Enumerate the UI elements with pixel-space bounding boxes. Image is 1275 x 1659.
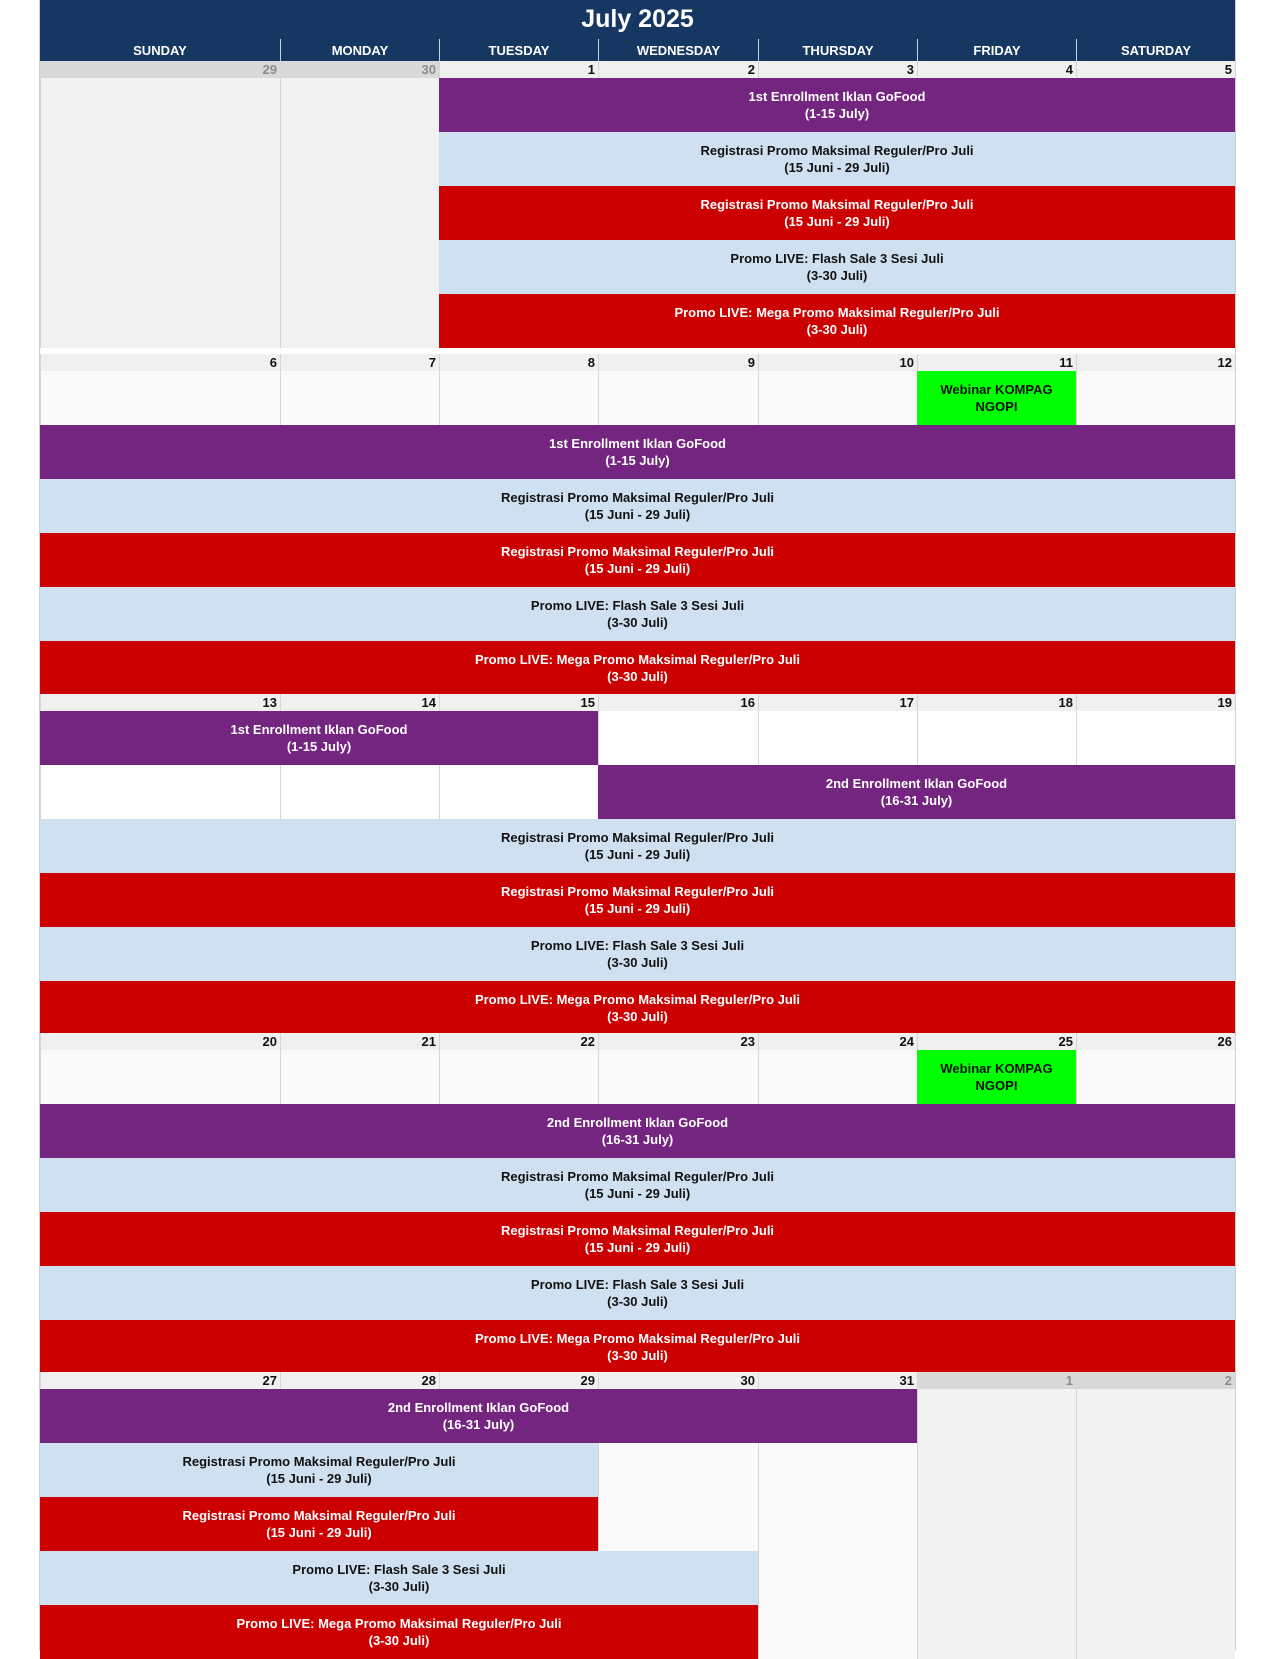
day-cell: [598, 371, 758, 425]
day-cell: [280, 371, 439, 425]
day-cell: [439, 1050, 598, 1104]
calendar-right-border: [1235, 0, 1236, 1650]
event-title: Promo LIVE: Flash Sale 3 Sesi Juli: [530, 1277, 745, 1292]
event-date-range: (3-30 Juli): [607, 955, 668, 970]
day-cell: [758, 371, 917, 425]
event-title: Promo LIVE: Mega Promo Maksimal Reguler/Pro Juli: [674, 305, 1000, 320]
event-title: Registrasi Promo Maksimal Reguler/Pro Juli: [500, 544, 775, 559]
day-number[interactable]: 29: [439, 1372, 598, 1389]
event-title: 2nd Enrollment Iklan GoFood: [546, 1115, 729, 1130]
day-number[interactable]: 10: [758, 354, 917, 371]
enrollment-2-event[interactable]: [40, 1104, 1235, 1158]
day-cell: [1076, 1389, 1235, 1659]
enrollment-1-event[interactable]: [439, 78, 1235, 132]
day-number[interactable]: 1: [439, 61, 598, 78]
day-number[interactable]: 2: [598, 61, 758, 78]
day-number[interactable]: 22: [439, 1033, 598, 1050]
event-title: 1st Enrollment Iklan GoFood: [549, 436, 726, 451]
event-date-range: (1-15 July): [605, 453, 670, 468]
event-date-range: (3-30 Juli): [368, 1633, 430, 1648]
day-number[interactable]: 3: [758, 61, 917, 78]
day-cell: [1076, 371, 1235, 425]
day-number[interactable]: 9: [598, 354, 758, 371]
enrollment-1-event[interactable]: [40, 711, 598, 765]
day-number[interactable]: 8: [439, 354, 598, 371]
day-cell: [280, 765, 439, 819]
day-number[interactable]: 11: [917, 354, 1076, 371]
day-cell: [758, 1050, 917, 1104]
event-date-range: (16-31 July): [601, 1132, 674, 1147]
event-date-range: (3-30 Juli): [368, 1579, 430, 1594]
day-number[interactable]: 31: [758, 1372, 917, 1389]
event-date-range: (15 Juni - 29 Juli): [584, 561, 691, 576]
day-number[interactable]: 5: [1076, 61, 1235, 78]
event-title: Promo LIVE: Mega Promo Maksimal Reguler/Pro Juli: [474, 1331, 801, 1346]
day-number[interactable]: 26: [1076, 1033, 1235, 1050]
mega-promo-event[interactable]: [40, 981, 1235, 1035]
day-cell: [917, 1389, 1076, 1659]
registrasi-promo-event[interactable]: [40, 533, 1235, 587]
day-cell: [1076, 1050, 1235, 1104]
day-cell: [598, 1050, 758, 1104]
event-date-range: (3-30 Juli): [607, 615, 668, 630]
day-number[interactable]: 19: [1076, 694, 1235, 711]
event-title: Registrasi Promo Maksimal Reguler/Pro Juli: [182, 1454, 456, 1469]
day-cell: [758, 711, 917, 765]
day-number[interactable]: 27: [40, 1372, 280, 1389]
registrasi-promo-event[interactable]: [40, 1497, 598, 1551]
mega-promo-event[interactable]: [40, 1320, 1235, 1374]
day-number[interactable]: 14: [280, 694, 439, 711]
event-title: Registrasi Promo Maksimal Reguler/Pro Juli: [500, 490, 775, 505]
registrasi-promo-event[interactable]: [40, 873, 1235, 927]
event-date-range: (15 Juni - 29 Juli): [784, 160, 890, 175]
event-date-range: (3-30 Juli): [607, 669, 668, 684]
flash-sale-event[interactable]: [40, 1266, 1235, 1320]
event-date-range: (15 Juni - 29 Juli): [584, 1186, 691, 1201]
day-cell: [598, 711, 758, 765]
day-number[interactable]: 13: [40, 694, 280, 711]
event-date-range: (3-30 Juli): [607, 1348, 668, 1363]
registrasi-promo-event[interactable]: [40, 479, 1235, 533]
event-title: Promo LIVE: Mega Promo Maksimal Reguler/Pro Juli: [236, 1616, 562, 1631]
enrollment-2-event[interactable]: [40, 1389, 917, 1443]
day-number[interactable]: 17: [758, 694, 917, 711]
event-title: Promo LIVE: Mega Promo Maksimal Reguler/Pro Juli: [474, 992, 801, 1007]
day-number[interactable]: 24: [758, 1033, 917, 1050]
day-number[interactable]: 20: [40, 1033, 280, 1050]
event-title: Promo LIVE: Flash Sale 3 Sesi Juli: [530, 598, 745, 613]
weekday-header-tuesday: TUESDAY: [439, 39, 598, 61]
event-date-range: (1-15 July): [804, 106, 870, 121]
event-title: Registrasi Promo Maksimal Reguler/Pro Juli: [700, 197, 974, 212]
registrasi-promo-event[interactable]: [40, 1212, 1235, 1266]
event-date-range: (3-30 Juli): [607, 1294, 668, 1309]
enrollment-2-event[interactable]: [598, 765, 1235, 819]
event-date-range: (16-31 July): [880, 793, 953, 808]
day-number[interactable]: 21: [280, 1033, 439, 1050]
flash-sale-event[interactable]: [40, 587, 1235, 641]
event-title: Registrasi Promo Maksimal Reguler/Pro Juli: [700, 143, 974, 158]
day-number[interactable]: 15: [439, 694, 598, 711]
day-number[interactable]: 4: [917, 61, 1076, 78]
day-cell: [598, 1443, 758, 1551]
day-cell: [40, 78, 280, 348]
event-title: 1st Enrollment Iklan GoFood: [230, 722, 408, 737]
day-number[interactable]: 23: [598, 1033, 758, 1050]
event-date-range: (15 Juni - 29 Juli): [584, 847, 691, 862]
day-number[interactable]: 29: [40, 61, 280, 78]
event-title: Webinar KOMPAG: [940, 382, 1053, 397]
day-cell: [758, 1443, 917, 1659]
event-date-range: (15 Juni - 29 Juli): [784, 214, 890, 229]
event-title: Promo LIVE: Flash Sale 3 Sesi Juli: [730, 251, 944, 266]
event-date-range: (15 Juni - 29 Juli): [584, 901, 691, 916]
day-number[interactable]: 1: [917, 1372, 1076, 1389]
day-number[interactable]: 7: [280, 354, 439, 371]
event-title: 1st Enrollment Iklan GoFood: [748, 89, 926, 104]
day-number[interactable]: 28: [280, 1372, 439, 1389]
event-title: 2nd Enrollment Iklan GoFood: [387, 1400, 570, 1415]
mega-promo-event[interactable]: [40, 1605, 758, 1659]
day-cell: [917, 711, 1076, 765]
event-title: Registrasi Promo Maksimal Reguler/Pro Juli: [500, 830, 775, 845]
day-number[interactable]: 30: [280, 61, 439, 78]
event-date-range: NGOPI: [975, 1078, 1018, 1093]
event-title: Registrasi Promo Maksimal Reguler/Pro Juli: [500, 1169, 775, 1184]
webinar-event[interactable]: [917, 371, 1076, 425]
calendar: [40, 0, 1235, 1650]
day-number[interactable]: 2: [1076, 1372, 1235, 1389]
day-number[interactable]: 30: [598, 1372, 758, 1389]
registrasi-promo-event[interactable]: [439, 186, 1235, 240]
webinar-event[interactable]: [917, 1050, 1076, 1104]
event-title: Webinar KOMPAG: [940, 1061, 1053, 1076]
event-title: Registrasi Promo Maksimal Reguler/Pro Juli: [182, 1508, 456, 1523]
event-date-range: (15 Juni - 29 Juli): [584, 1240, 691, 1255]
registrasi-promo-event[interactable]: [439, 132, 1235, 186]
day-cell: [439, 765, 598, 819]
event-title: Promo LIVE: Mega Promo Maksimal Reguler/Pro Juli: [474, 652, 801, 667]
event-date-range: (16-31 July): [442, 1417, 515, 1432]
day-cell: [280, 78, 439, 348]
event-date-range: (15 Juni - 29 Juli): [266, 1471, 372, 1486]
mega-promo-event[interactable]: [40, 641, 1235, 695]
mega-promo-event[interactable]: [439, 294, 1235, 348]
event-date-range: NGOPI: [975, 399, 1018, 414]
day-cell: [40, 765, 280, 819]
weekday-header-friday: FRIDAY: [917, 39, 1076, 61]
registrasi-promo-event[interactable]: [40, 1443, 598, 1497]
event-date-range: (3-30 Juli): [607, 1009, 668, 1024]
event-date-range: (1-15 July): [286, 739, 352, 754]
flash-sale-event[interactable]: [439, 240, 1235, 294]
event-title: Registrasi Promo Maksimal Reguler/Pro Juli: [500, 884, 775, 899]
day-cell: [40, 371, 280, 425]
day-cell: [280, 1050, 439, 1104]
flash-sale-event[interactable]: [40, 1551, 758, 1605]
event-date-range: (3-30 Juli): [806, 268, 868, 283]
weekday-header-wednesday: WEDNESDAY: [598, 39, 758, 61]
day-cell: [40, 1050, 280, 1104]
calendar-title: July 2025: [40, 0, 1235, 39]
registrasi-promo-event[interactable]: [40, 819, 1235, 873]
event-date-range: (15 Juni - 29 Juli): [266, 1525, 372, 1540]
registrasi-promo-event[interactable]: [40, 1158, 1235, 1212]
weekday-header-thursday: THURSDAY: [758, 39, 917, 61]
flash-sale-event[interactable]: [40, 927, 1235, 981]
weekday-header-sunday: SUNDAY: [40, 39, 280, 61]
weekday-header-saturday: SATURDAY: [1076, 39, 1235, 61]
weekday-header-monday: MONDAY: [280, 39, 439, 61]
event-title: Promo LIVE: Flash Sale 3 Sesi Juli: [292, 1562, 506, 1577]
day-number[interactable]: 6: [40, 354, 280, 371]
day-number[interactable]: 12: [1076, 354, 1235, 371]
day-cell: [439, 371, 598, 425]
event-date-range: (3-30 Juli): [806, 322, 868, 337]
event-date-range: (15 Juni - 29 Juli): [584, 507, 691, 522]
event-title: Registrasi Promo Maksimal Reguler/Pro Juli: [500, 1223, 775, 1238]
day-cell: [1076, 711, 1235, 765]
day-number[interactable]: 18: [917, 694, 1076, 711]
day-number[interactable]: 16: [598, 694, 758, 711]
event-title: Promo LIVE: Flash Sale 3 Sesi Juli: [530, 938, 745, 953]
day-number[interactable]: 25: [917, 1033, 1076, 1050]
enrollment-1-event[interactable]: [40, 425, 1235, 479]
event-title: 2nd Enrollment Iklan GoFood: [825, 776, 1008, 791]
